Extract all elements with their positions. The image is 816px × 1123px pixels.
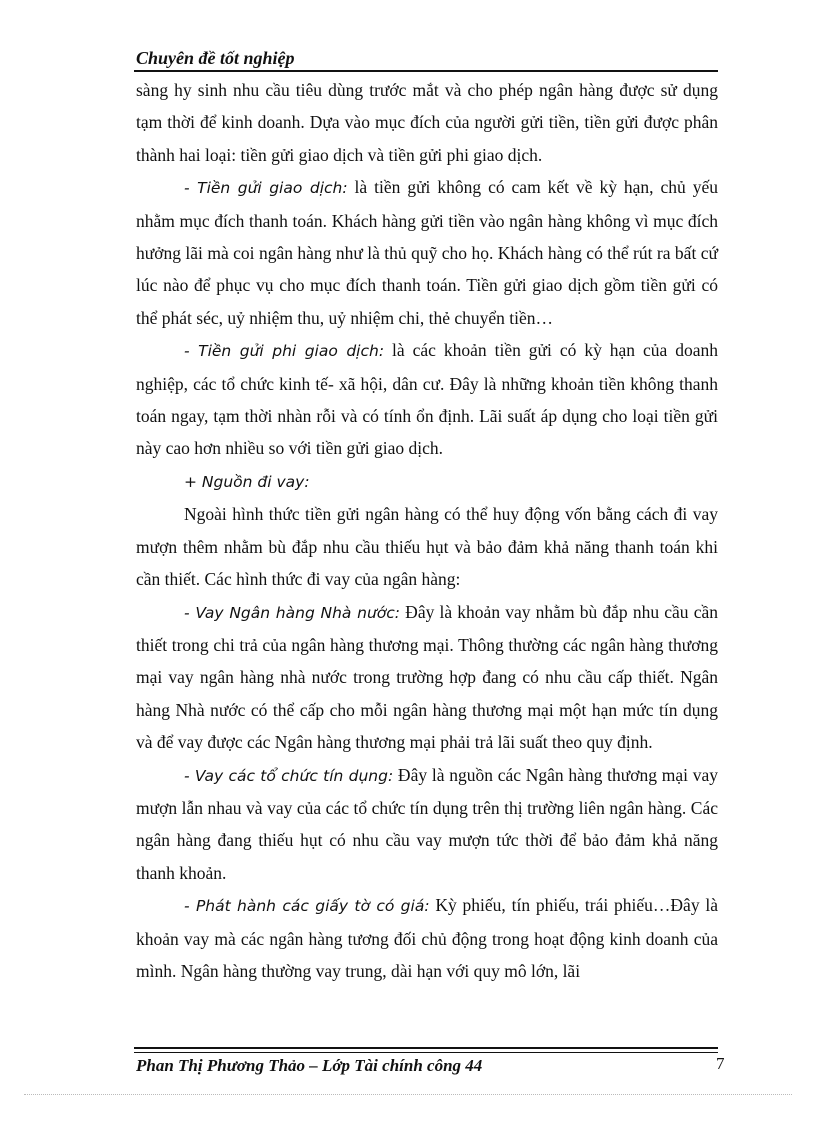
- paragraph-8-text: Kỳ phiếu, tín phiếu, trái phiếu…Đây là khoản vay mà các ngân hàng tương đối chủ động trong hoạt động kinh doanh của mình. Ngân hàng thường vay trung, dài hạn với quy mô lớn, lãi: [136, 895, 719, 981]
- paragraph-6: [136, 596, 718, 759]
- paragraph-2: [136, 171, 718, 334]
- document-body: [136, 74, 718, 987]
- page-bottom-divider: [24, 1094, 792, 1095]
- paragraph-7-text: Đây là nguồn các Ngân hàng thương mại vay mượn lẫn nhau và vay của các tổ chức tín dụng trên thị trường liên ngân hàng. Các ngân hàng đang thiếu hụt có nhu cầu vay mượn tức thời để bảo đảm khả năng thanh khoản.: [136, 764, 718, 883]
- footer-rule-1: [134, 1047, 718, 1049]
- paragraph-3: [136, 334, 718, 465]
- paragraph-3-text: là các khoản tiền gửi có kỳ hạn của doanh nghiệp, các tổ chức kinh tế- xã hội, dân cư. Đây là những khoản tiền không thanh toán ngay, tạm thời nhàn rỗi và có tính ổn định. Lãi suất áp dụng cho loại tiền gửi này cao hơn nhiều so với tiền gửi giao dịch.: [136, 340, 719, 459]
- term-credit-institution-loan: - Vay các tổ chức tín dụng:: [184, 766, 394, 785]
- footer-author: Phan Thị Phương Thảo – Lớp Tài chính công 44: [136, 1056, 483, 1075]
- paragraph-8: [136, 889, 718, 987]
- term-non-transaction-deposit: - Tiền gửi phi giao dịch:: [184, 342, 385, 361]
- page-number: 7: [716, 1054, 725, 1073]
- paragraph-5: Ngoài hình thức tiền gửi ngân hàng có thể huy động vốn bằng cách đi vay mượn thêm nhằm bù đắp nhu cầu thiếu hụt và bảo đảm khả năng thanh toán khi cần thiết. Các hình thức đi vay của ngân hàng:: [136, 504, 718, 590]
- term-valuable-papers: - Phát hành các giấy tờ có giá:: [184, 897, 430, 916]
- paragraph-7: [136, 759, 718, 890]
- paragraph-2-text: là tiền gửi không có cam kết về kỳ hạn, chủ yếu nhằm mục đích thanh toán. Khách hàng gửi tiền vào ngân hàng không vì mục đích hưởng lãi mà coi ngân hàng như là thủ quỹ cho họ. Khách hàng có thể rút ra bất cứ lúc nào để phục vụ cho mục đích thanh toán. Tiền gửi giao dịch gồm tiền gửi có thể phát séc, uỷ nhiệm thu, uỷ nhiệm chi, thẻ chuyển tiền…: [136, 177, 718, 328]
- term-transaction-deposit: - Tiền gửi giao dịch:: [184, 179, 348, 198]
- header-rule: [134, 70, 718, 72]
- subheading-borrowing-source: [136, 465, 718, 498]
- paragraph-1: sàng hy sinh nhu cầu tiêu dùng trước mắt và cho phép ngân hàng được sử dụng tạm thời để kinh doanh. Dựa vào mục đích của người gửi tiền, tiền gửi được phân thành hai loại: tiền gửi giao dịch và tiền gửi phi giao dịch.: [136, 80, 718, 165]
- running-header-title: Chuyên đề tốt nghiệp: [136, 48, 295, 68]
- subheading-borrowing-text: + Nguồn đi vay:: [184, 472, 310, 491]
- term-state-bank-loan: - Vay Ngân hàng Nhà nước:: [184, 603, 401, 622]
- footer-rule-2: [134, 1052, 718, 1053]
- paragraph-6-text: Đây là khoản vay nhằm bù đắp nhu cầu cần thiết trong chi trả của ngân hàng thương mại. Thông thường các ngân hàng thương mại vay ngân hàng nhà nước trong trường hợp đang có nhu cầu cấp thiết. Ngân hàng Nhà nước có thể cấp cho mỗi ngân hàng thương mại một hạn mức tín dụng và để vay được các Ngân hàng thương mại phải trả lãi suất theo quy định.: [136, 601, 718, 753]
